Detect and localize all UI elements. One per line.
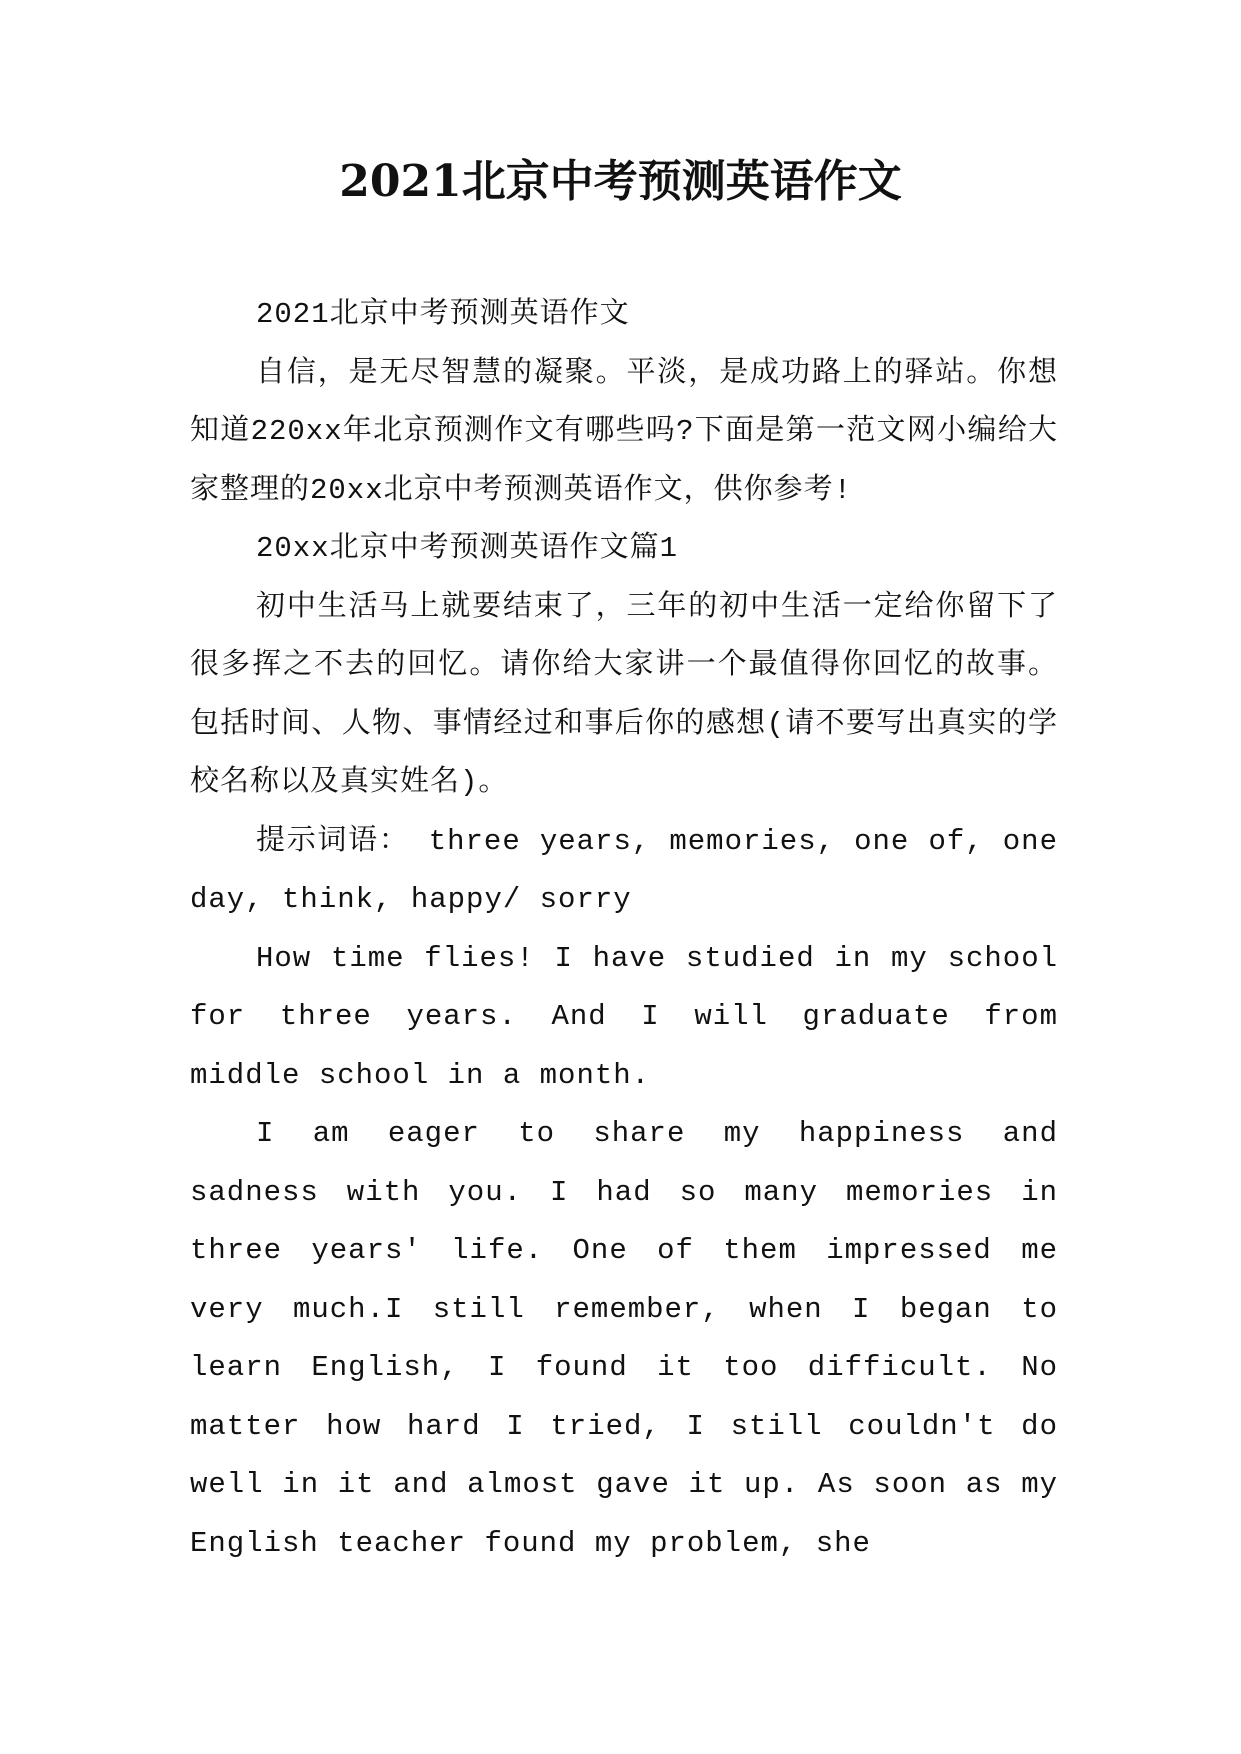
paragraph-intro: 自信，是无尽智慧的凝聚。平淡，是成功路上的驿站。你想知道220xx年北京预测作文有哪些吗?下面是第一范文网小编给大家整理的20xx北京中考预测英语作文，供你参考! (190, 356, 1058, 507)
document-body (190, 286, 1058, 1573)
paragraph-essay-2: I am eager to share my happiness and sadness with you. I had so many memories in three years' life. One of them impressed me very much.I still remember, when I began to learn English, I found it too difficult. No matter how hard I tried, I still couldn't do well in it and almost gave it up. As soon as my English teacher found my problem, she (190, 1117, 1058, 1560)
paragraph-heading-repeat: 2021北京中考预测英语作文 (256, 298, 630, 331)
paragraph-prompt: 初中生活马上就要结束了，三年的初中生活一定给你留下了很多挥之不去的回忆。请你给大家讲一个最值得你回忆的故事。包括时间、人物、事情经过和事后你的感想(请不要写出真实的学校名称以及真实姓名)。 (190, 590, 1058, 799)
paragraph-section-title: 20xx北京中考预测英语作文篇1 (256, 532, 679, 565)
document-title: 2021北京中考预测英语作文 (339, 156, 902, 207)
paragraph-hint-words: 提示词语： three years, memories, one of, one day, think, happy/ sorry (190, 824, 1058, 916)
paragraph-essay-1: How time flies! I have studied in my school for three years. And I will graduate from middle school in a month. (190, 941, 1058, 1092)
